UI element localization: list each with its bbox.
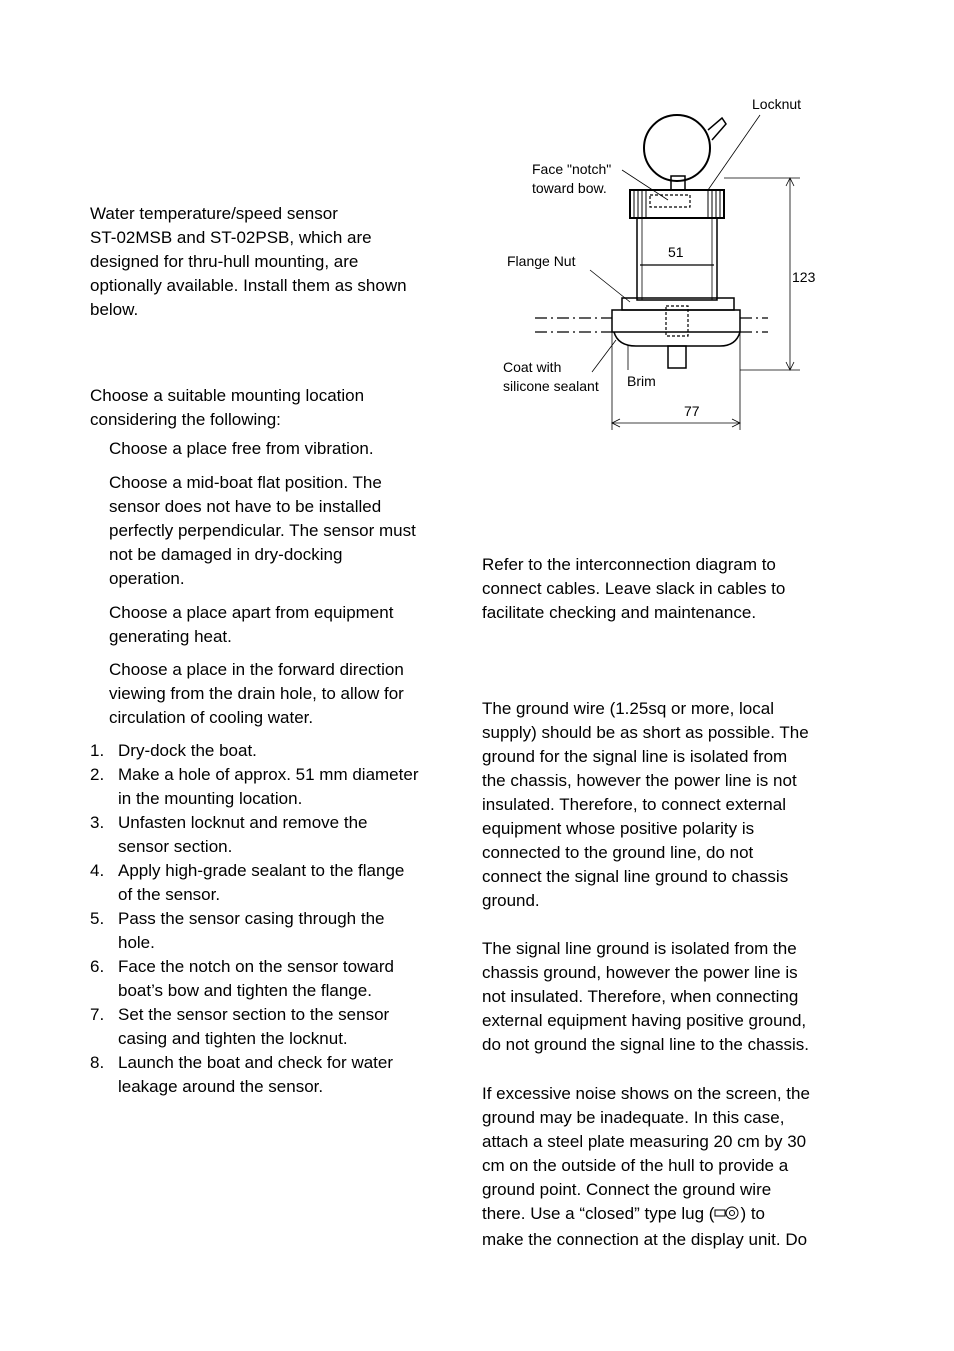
bullet-line: perfectly perpendicular. The sensor must bbox=[109, 521, 416, 540]
step-line: Unfasten locknut and remove the bbox=[118, 813, 368, 832]
step-line: Face the notch on the sensor toward bbox=[118, 957, 394, 976]
bullet-line: viewing from the drain hole, to allow for bbox=[109, 684, 404, 703]
step-item bbox=[90, 739, 450, 763]
location-paragraph bbox=[90, 384, 450, 432]
bullet-line: operation. bbox=[109, 569, 185, 588]
cables-line: facilitate checking and maintenance. bbox=[482, 603, 757, 622]
location-line: considering the following: bbox=[90, 410, 281, 429]
label-dim-123: 123 bbox=[792, 269, 816, 285]
label-face-notch-line: Face "notch" bbox=[532, 161, 612, 177]
label-coat-line: silicone sealant bbox=[503, 378, 599, 394]
step-line: Launch the boat and check for water bbox=[118, 1053, 394, 1072]
bottom-stem bbox=[668, 346, 686, 368]
ground-line: supply) should be as short as possible. The bbox=[482, 723, 809, 742]
intro-line: Water temperature/speed sensor bbox=[90, 204, 338, 223]
ground-line: ground. bbox=[482, 891, 540, 910]
ground-line: The signal line ground is isolated from the bbox=[482, 939, 797, 958]
ground-line: connected to the ground line, do not bbox=[482, 843, 754, 862]
label-face-notch-line: toward bow. bbox=[532, 180, 607, 196]
location-line: Choose a suitable mounting location bbox=[90, 386, 365, 405]
step-item bbox=[90, 955, 450, 1003]
step-number: 6. bbox=[90, 957, 105, 976]
flange bbox=[612, 310, 740, 332]
step-line: in the mounting location. bbox=[118, 789, 303, 808]
locknut-leader bbox=[708, 115, 760, 190]
step-number: 2. bbox=[90, 765, 105, 784]
step-number: 8. bbox=[90, 1053, 105, 1072]
step-number: 4. bbox=[90, 861, 105, 880]
ground-line: ground for the signal line is isolated from bbox=[482, 747, 788, 766]
label-dim-51: 51 bbox=[668, 244, 684, 260]
label-flange-nut: Flange Nut bbox=[507, 253, 576, 269]
ground-line: not insulated. Therefore, when connecting bbox=[482, 987, 799, 1006]
step-line: Set the sensor section to the sensor bbox=[118, 1005, 390, 1024]
location-bullet bbox=[109, 471, 449, 591]
closed-lug-icon bbox=[714, 1204, 740, 1228]
ground-line: do not ground the signal line to the chassis. bbox=[482, 1035, 809, 1054]
ground-line: ground may be inadequate. In this case, bbox=[482, 1108, 785, 1127]
step-line: Pass the sensor casing through the bbox=[118, 909, 385, 928]
intro-line: optionally available. Install them as shown bbox=[90, 276, 407, 295]
step-line: Dry-dock the boat. bbox=[118, 741, 257, 760]
step-line: boat’s bow and tighten the flange. bbox=[118, 981, 372, 1000]
step-item bbox=[90, 1051, 450, 1099]
step-number: 5. bbox=[90, 909, 105, 928]
bullet-line: Choose a place apart from equipment bbox=[109, 603, 394, 622]
cap-stem bbox=[671, 176, 685, 190]
step-line: hole. bbox=[118, 933, 155, 952]
brim bbox=[614, 332, 740, 346]
cables-paragraph bbox=[482, 553, 862, 625]
handle-ring bbox=[644, 115, 710, 181]
ground-paragraph-3 bbox=[482, 1082, 862, 1252]
step-line: sensor section. bbox=[118, 837, 233, 856]
cables-line: connect cables. Leave slack in cables to bbox=[482, 579, 786, 598]
ground-line: connect the signal line ground to chassis bbox=[482, 867, 789, 886]
ground-line: external equipment having positive ground, bbox=[482, 1011, 807, 1030]
step-item bbox=[90, 907, 450, 955]
step-line: Make a hole of approx. 51 mm diameter bbox=[118, 765, 419, 784]
ground-line: make the connection at the display unit. Do bbox=[482, 1230, 808, 1249]
ground-line: The ground wire (1.25sq or more, local bbox=[482, 699, 774, 718]
intro-line: below. bbox=[90, 300, 139, 319]
step-number: 3. bbox=[90, 813, 105, 832]
label-dim-77: 77 bbox=[684, 403, 700, 419]
step-line: of the sensor. bbox=[118, 885, 221, 904]
ground-paragraph-2 bbox=[482, 937, 862, 1057]
ground-line: attach a steel plate measuring 20 cm by 30 bbox=[482, 1132, 807, 1151]
ground-line: equipment whose positive polarity is bbox=[482, 819, 755, 838]
bullet-line: Choose a place in the forward direction bbox=[109, 660, 404, 679]
handle-bar bbox=[708, 118, 726, 140]
step-item bbox=[90, 859, 450, 907]
bullet-line: not be damaged in dry-docking bbox=[109, 545, 343, 564]
cables-line: Refer to the interconnection diagram to bbox=[482, 555, 776, 574]
step-line: casing and tighten the locknut. bbox=[118, 1029, 348, 1048]
step-item bbox=[90, 1003, 450, 1051]
bullet-line: sensor does not have to be installed bbox=[109, 497, 382, 516]
installation-steps bbox=[90, 739, 450, 1099]
ground-line-lug bbox=[482, 1202, 862, 1228]
label-coat-line: Coat with bbox=[503, 359, 562, 375]
flange-nut-leader bbox=[590, 270, 630, 302]
step-item bbox=[90, 763, 450, 811]
lug-text-after: ) to bbox=[740, 1204, 766, 1223]
cap-knurl bbox=[634, 190, 720, 218]
bullet-line: Choose a mid-boat flat position. The bbox=[109, 473, 382, 492]
location-bullet bbox=[109, 437, 449, 461]
location-bullet bbox=[109, 658, 449, 730]
notch bbox=[650, 195, 690, 207]
ground-line: insulated. Therefore, to connect external bbox=[482, 795, 786, 814]
label-face-notch bbox=[532, 160, 611, 198]
intro-paragraph bbox=[90, 202, 450, 322]
step-number: 1. bbox=[90, 741, 105, 760]
step-item bbox=[90, 811, 450, 859]
intro-line: designed for thru-hull mounting, are bbox=[90, 252, 359, 271]
step-line: Apply high-grade sealant to the flange bbox=[118, 861, 405, 880]
bullet-line: generating heat. bbox=[109, 627, 232, 646]
label-coat bbox=[503, 358, 599, 396]
ground-line: cm on the outside of the hull to provide a bbox=[482, 1156, 789, 1175]
bullet-line: circulation of cooling water. bbox=[109, 708, 314, 727]
notch-leader bbox=[622, 170, 668, 200]
ground-line: If excessive noise shows on the screen, the bbox=[482, 1084, 810, 1103]
bullet-line: Choose a place free from vibration. bbox=[109, 439, 374, 458]
step-line: leakage around the sensor. bbox=[118, 1077, 324, 1096]
ground-line: chassis ground, however the power line is bbox=[482, 963, 798, 982]
ground-line: the chassis, however the power line is not bbox=[482, 771, 797, 790]
ground-line: ground point. Connect the ground wire bbox=[482, 1180, 772, 1199]
locknut-cap bbox=[630, 190, 724, 218]
ground-paragraph-1 bbox=[482, 697, 862, 913]
location-bullet bbox=[109, 601, 449, 649]
label-brim: Brim bbox=[627, 373, 656, 389]
intro-line: ST-02MSB and ST-02PSB, which are bbox=[90, 228, 372, 247]
step-number: 7. bbox=[90, 1005, 105, 1024]
label-locknut: Locknut bbox=[752, 96, 802, 112]
lug-text-before: there. Use a “closed” type lug ( bbox=[482, 1204, 715, 1223]
